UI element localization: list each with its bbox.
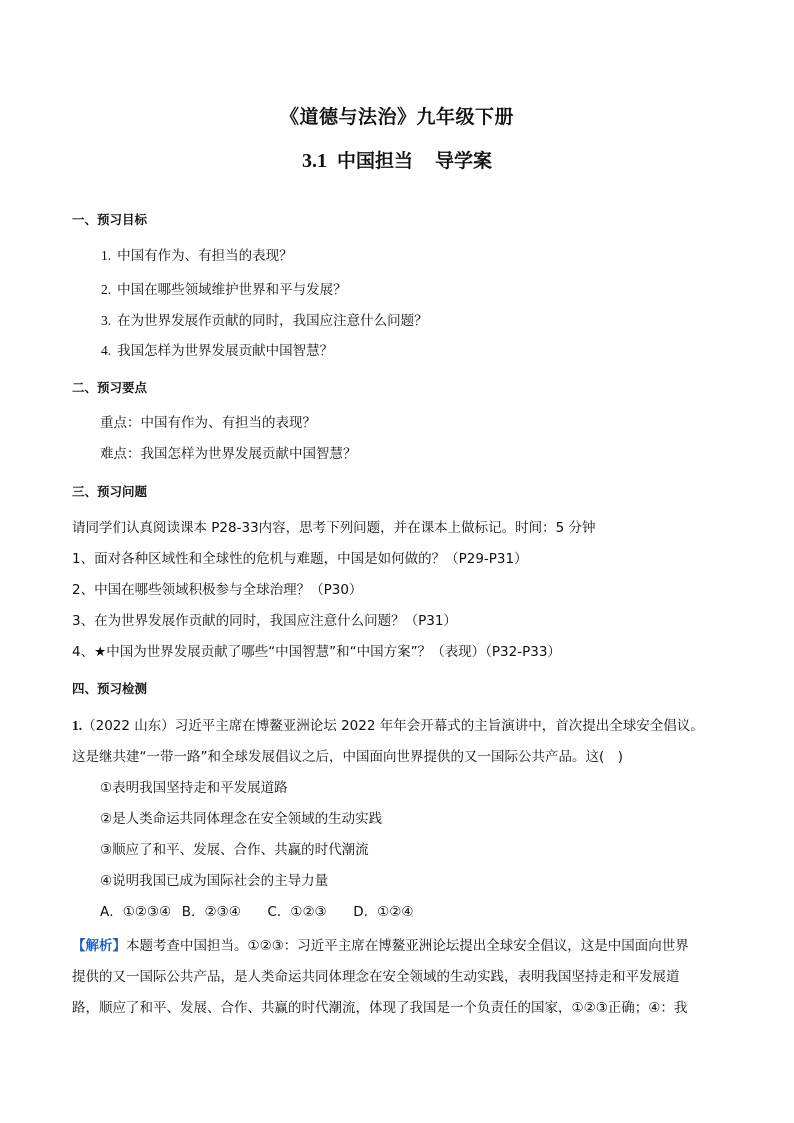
answer-options (100, 902, 413, 922)
question-item: 4、★中国为世界发展贡献了哪些“中国智慧”和“中国方案”？（表现）（P32-P33） (72, 644, 561, 660)
document-title: 《道德与法治》九年级下册 (279, 106, 514, 128)
option-b: B．②③④ (181, 904, 241, 920)
question-item: 2、中国在哪些领域积极参与全球治理？（P30） (72, 582, 363, 598)
goal-item: 4. 我国怎样为世界发展贡献中国智慧？ (101, 343, 334, 359)
statement-item: ③顺应了和平、发展、合作、共赢的时代潮流 (100, 842, 369, 858)
section-heading-goals: 一、预习目标 (72, 212, 148, 227)
statement-item: ④说明我国已成为国际社会的主导力量 (100, 873, 329, 889)
option-a: A．①②③④ (100, 904, 172, 920)
analysis-tag: 【解析】 (72, 938, 126, 954)
difficult-point: 难点：我国怎样为世界发展贡献中国智慧？ (100, 446, 357, 462)
analysis-line: 【解析】本题考查中国担当。①②③：习近平主席在博鳌亚洲论坛提出全球安全倡议，这是中国面向世界 (72, 938, 689, 954)
key-point: 重点：中国有作为、有担当的表现？ (100, 415, 316, 431)
document-subtitle (0, 146, 794, 173)
question-item: 3、在为世界发展作贡献的同时，我国应注意什么问题？（P31） (72, 613, 457, 629)
option-c: C．①②③ (267, 904, 327, 920)
goal-item: 2. 中国在哪些领域维护世界和平与发展？ (101, 282, 347, 298)
option-d: D．①②④ (353, 904, 414, 920)
lesson-title: 中国担当 (336, 150, 413, 172)
lesson-number: 3.1 (301, 150, 327, 172)
statement-item: ②是人类命运共同体理念在安全领域的生动实践 (100, 811, 383, 827)
lesson-type: 导学案 (435, 150, 493, 172)
section-heading-keypoints: 二、预习要点 (72, 380, 148, 395)
goal-item: 3. 在为世界发展作贡献的同时，我国应注意什么问题？ (101, 313, 428, 329)
analysis-line: 提供的又一国际公共产品，是人类命运共同体理念在安全领域的生动实践，表明我国坚持走和平发展道 (72, 969, 680, 985)
section-heading-check: 四、预习检测 (72, 681, 148, 696)
question-1-stem-cont: 这是继共建“一带一路”和全球发展倡议之后，中国面向世界提供的又一国际公共产品。这( ) (72, 749, 624, 765)
question-1-stem: 1.（2022 山东）习近平主席在博鳌亚洲论坛 2022 年年会开幕式的主旨演讲中，首次提出全球安全倡议。 (72, 718, 704, 734)
question-item: 1、面对各种区域性和全球性的危机与难题，中国是如何做的？（P29-P31） (72, 551, 528, 567)
goal-item: 1. 中国有作为、有担当的表现？ (101, 248, 293, 264)
analysis-line: 路，顺应了和平、发展、合作、共赢的时代潮流，体现了我国是一个负责任的国家，①②③正确；④：我 (72, 1000, 688, 1016)
statement-item: ①表明我国坚持走和平发展道路 (100, 780, 288, 796)
questions-intro: 请同学们认真阅读课本 P28-33内容，思考下列问题，并在课本上做标记。时间：5 分钟 (72, 520, 596, 536)
section-heading-questions: 三、预习问题 (72, 484, 148, 499)
